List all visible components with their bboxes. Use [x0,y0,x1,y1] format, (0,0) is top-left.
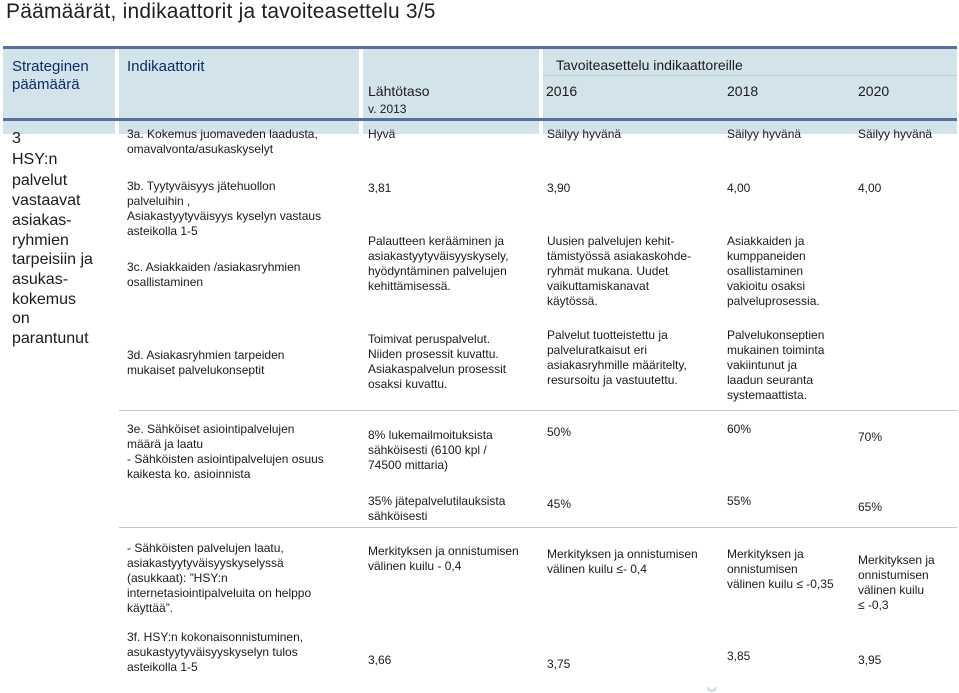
aim-line: ryhmien [12,232,69,249]
target-2016-3a: Säilyy hyvänä [547,127,622,141]
target-2016-3e-quality: välinen kuilu ≤- 0,4 [547,562,647,576]
indicator-3b: Asiakastyytyväisyys kyselyn vastaus [127,209,322,223]
aim-line: tarpeisiin ja [12,251,93,268]
target-2018-3c: Asiakkaiden ja [727,234,805,248]
target-2016-3d: palveluratkaisut eri [547,343,648,357]
target-2016-3d: Palvelut tuotteistettu ja [547,328,668,342]
indicator-3e-quality: asiakastyytyväisyyskyselyssä [127,556,284,570]
header-target-group: Tavoiteasettelu indikaattoreille [556,57,743,73]
aim-line: parantunut [12,330,89,347]
indicator-3b: 3b. Tyytyväisyys jätehuollon [127,179,276,193]
target-2016-3f: 3,75 [547,657,571,671]
aim-line: palvelut [12,172,68,189]
target-2018-3e-quality: välinen kuilu ≤ -0,35 [727,577,834,591]
baseline-3c: asiakastyytyväisyyskysely, [368,249,509,263]
baseline-3d: Asiakaspalvelun prosessit [368,362,507,376]
indicator-3e: kaikesta ko. asioinnista [127,467,251,481]
target-2018-3e-waste: 55% [727,494,752,508]
target-2016-3e-quality: Merkityksen ja onnistumisen [547,547,698,561]
header-strategic-aim-1: Strateginen [12,58,89,75]
baseline-3c: kehittämisessä. [368,279,451,293]
indicator-3d: 3d. Asiakasryhmien tarpeiden [127,348,285,362]
indicator-3b: asteikolla 1-5 [127,224,198,238]
page-title: Päämäärät, indikaattorit ja tavoiteasettelu 3/5 [6,0,436,23]
target-2018-3e-quality: onnistumisen [727,562,798,576]
baseline-3e-quality: Merkityksen ja onnistumisen [368,544,519,558]
baseline-3e: 74500 mittaria) [368,458,449,472]
aim-line: 3 [12,130,21,147]
row-separator [119,410,957,411]
target-2018-3c: vakioitu osaksi [727,279,806,293]
indicator-3b: palveluihin , [127,194,191,208]
baseline-3d: Niiden prosessit kuvattu. [368,347,499,361]
target-2016-3c: ryhmät mukana. Uudet [547,264,669,278]
aim-line: vastaavat [12,192,81,209]
target-2018-3d: vakiintunut ja [727,358,798,372]
indicator-3e-quality: internetasiointipalveluita on helppo [127,586,312,600]
baseline-3c: Palautteen kerääminen ja [368,234,505,248]
header-bottom-rule [3,118,957,121]
baseline-3d: osaksi kuvattu. [368,377,448,391]
target-2018-3d: mukainen toiminta [727,343,825,357]
header-year-2016: 2016 [546,83,578,99]
aim-line: HSY:n [12,151,58,168]
target-2018-3c: osallistaminen [727,264,804,278]
target-2018-3e-quality: Merkityksen ja [727,547,804,561]
aim-line: kokemus [12,291,77,308]
aim-line: on [12,310,30,327]
baseline-3e: 8% lukemailmoituksista [368,428,493,442]
target-2016-3c: vaikuttamiskanavat [547,279,650,293]
baseline-3e-waste: 35% jätepalvelutilauksista [368,494,506,508]
target-2018-3b: 4,00 [727,181,751,195]
target-2018-3d: systemaattista. [727,388,808,402]
target-2020-3e-quality: välinen kuilu [858,583,925,597]
indicator-3f: asteikolla 1-5 [127,660,198,674]
header-group-rule [543,75,957,76]
baseline-3a: Hyvä [368,127,396,141]
target-2016-3d: asiakasryhmille määritelty, [547,358,687,372]
target-2016-3e: 50% [547,425,572,439]
indicator-3f: asukastyytyväisyyskyselyn tulos [127,645,298,659]
target-2016-3c: tämistyössä asiakaskohde- [547,249,692,263]
header-baseline-1: Lähtötaso [368,83,430,99]
indicator-3c: osallistaminen [127,275,204,289]
target-2018-3e: 60% [727,422,752,436]
baseline-3d: Toimivat peruspalvelut. [368,332,491,346]
indicator-3a: 3a. Kokemus juomaveden laadusta, [127,127,318,141]
target-2020-3e-quality: onnistumisen [858,568,929,582]
indicator-3e-quality: käyttää”. [127,601,174,615]
baseline-3e-waste: sähköisesti [368,509,428,523]
header-year-2018: 2018 [727,83,759,99]
aim-line: asiakas- [12,212,72,229]
target-2016-3c: käytössä. [547,294,598,308]
target-2018-3d: laadun seuranta [727,373,814,387]
aim-line: asukas- [12,271,69,288]
indicator-3e-quality: - Sähköisten palvelujen laatu, [127,541,284,555]
decorative-mark-icon: ◡ [707,681,717,693]
target-2016-3d: resursoitu ja vastuutettu. [547,373,678,387]
target-2016-3b: 3,90 [547,181,571,195]
indicator-3e: 3e. Sähköiset asiointipalvelujen [127,422,295,436]
target-2018-3f: 3,85 [727,649,751,663]
indicator-3e-quality: (asukkaat): ”HSY:n [127,571,228,585]
indicator-3a: omavalvonta/asukaskyselyt [127,142,274,156]
target-2020-3a: Säilyy hyvänä [858,127,933,141]
baseline-3e: sähköisesti (6100 kpl / [368,443,487,457]
baseline-3f: 3,66 [368,653,392,667]
target-2020-3b: 4,00 [858,181,882,195]
row-separator [119,527,957,528]
header-top-rule [3,46,957,49]
target-2020-3e: 70% [858,430,883,444]
indicator-3f: 3f. HSY:n kokonaisonnistuminen, [127,630,304,644]
target-2016-3e-waste: 45% [547,497,572,511]
target-2016-3c: Uusien palvelujen kehit- [547,234,675,248]
baseline-3b: 3,81 [368,181,392,195]
baseline-3c: hyödyntäminen palvelujen [368,264,507,278]
indicator-3e: määrä ja laatu [127,437,204,451]
target-2020-3e-quality: ≤ -0,3 [858,598,889,612]
header-baseline-2: v. 2013 [368,102,407,116]
baseline-3e-quality: välinen kuilu - 0,4 [368,559,462,573]
target-2020-3f: 3,95 [858,653,882,667]
target-2020-3e-quality: Merkityksen ja [858,553,935,567]
header-year-2020: 2020 [858,83,890,99]
target-2018-3a: Säilyy hyvänä [727,127,802,141]
target-2018-3d: Palvelukonseptien [727,328,825,342]
target-2020-3e-waste: 65% [858,500,883,514]
indicator-3c: 3c. Asiakkaiden /asiakasryhmien [127,260,301,274]
target-2018-3c: kumppaneiden [727,249,806,263]
indicator-3d: mukaiset palvelukonseptit [127,363,265,377]
header-indicators: Indikaattorit [127,58,205,75]
indicator-3e: - Sähköisten asiointipalvelujen osuus [127,452,324,466]
header-strategic-aim-2: päämäärä [12,76,80,93]
target-2018-3c: palveluprosessia. [727,294,820,308]
